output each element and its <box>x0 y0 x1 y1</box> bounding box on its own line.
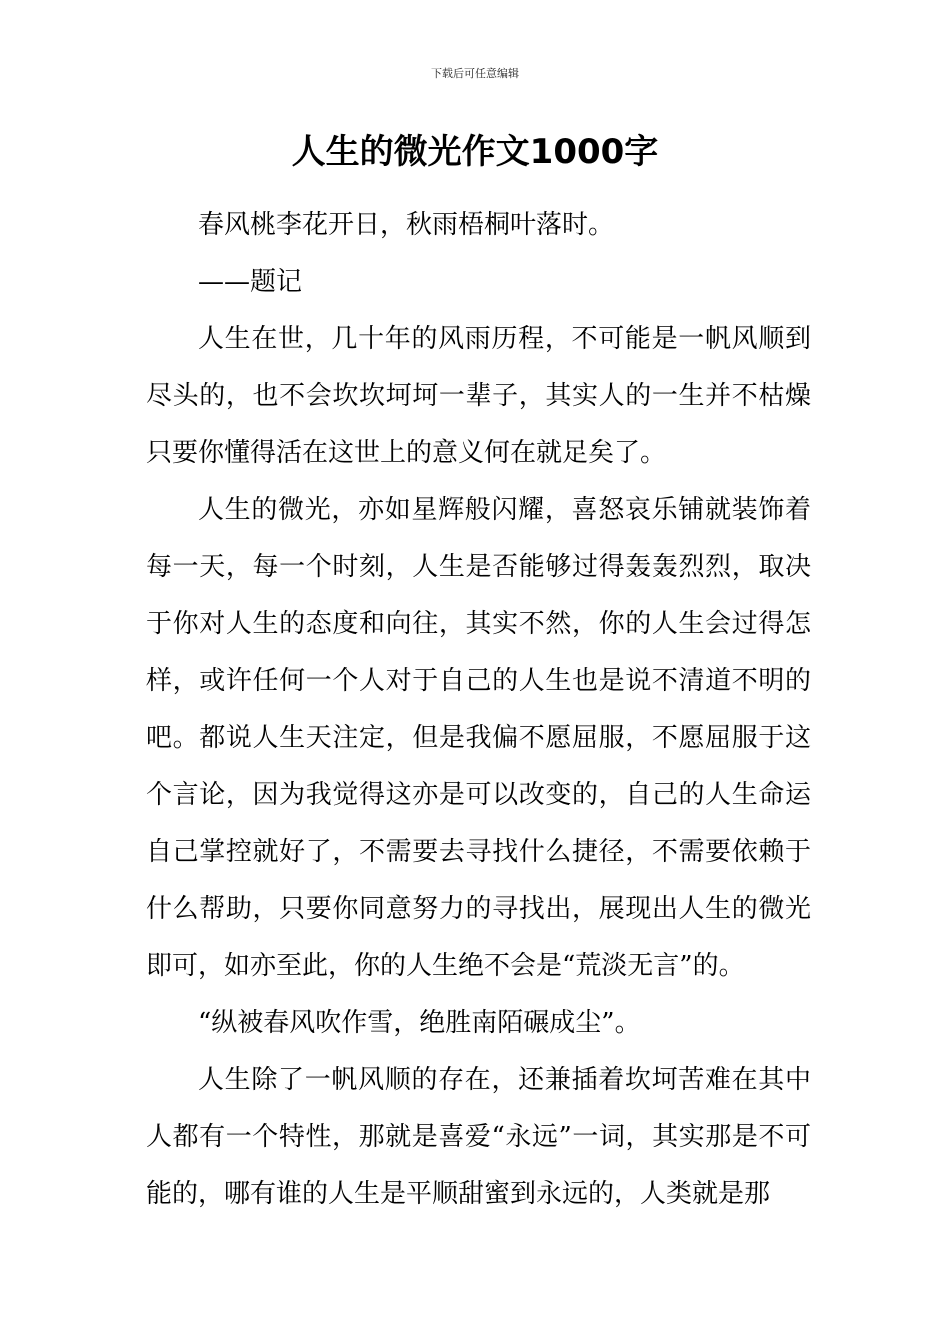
document-title: 人生的微光作文1000字 <box>291 132 659 172</box>
header-note: 下载后可任意编辑 <box>431 67 519 80</box>
paragraph: 人生的微光，亦如星辉般闪耀，喜怒哀乐铺就装饰着每一天，每一个时刻，人生是否能够过得轰轰烈烈，取决于你对人生的态度和向往，其实不然，你的人生会过得怎样，或许任何一个人对于自己的人生也是说不清道不明的吧。都说人生天注定，但是我偏不愿屈服，不愿屈服于这个言论，因为我觉得这亦是可以改变的，自己的人生命运自己掌控就好了，不需要去寻找什么捷径，不需要依赖于什么帮助，只要你同意努力的寻找出，展现出人生的微光即可，如亦至此，你的人生绝不会是“荒淡无言”的。 <box>146 495 811 981</box>
paragraph: 人生除了一帆风顺的存在，还兼插着坎坷苦难在其中人都有一个特性，那就是喜爱“永远”一词，其实那是不可能的，哪有谁的人生是平顺甜蜜到永远的，人类就是那 <box>146 1065 811 1209</box>
paragraph: 人生在世，几十年的风雨历程，不可能是一帆风顺到尽头的，也不会坎坎坷坷一辈子，其实人的一生并不枯燥只要你懂得活在这世上的意义何在就足矣了。 <box>146 324 811 468</box>
quote-paragraph: “纵被春风吹作雪，绝胜南陌碾成尘”。 <box>198 1008 641 1038</box>
epigraph-attribution: ——题记 <box>198 267 303 297</box>
document-body <box>146 197 811 1223</box>
epigraph-line: 春风桃李花开日，秋雨梧桐叶落时。 <box>198 210 615 240</box>
